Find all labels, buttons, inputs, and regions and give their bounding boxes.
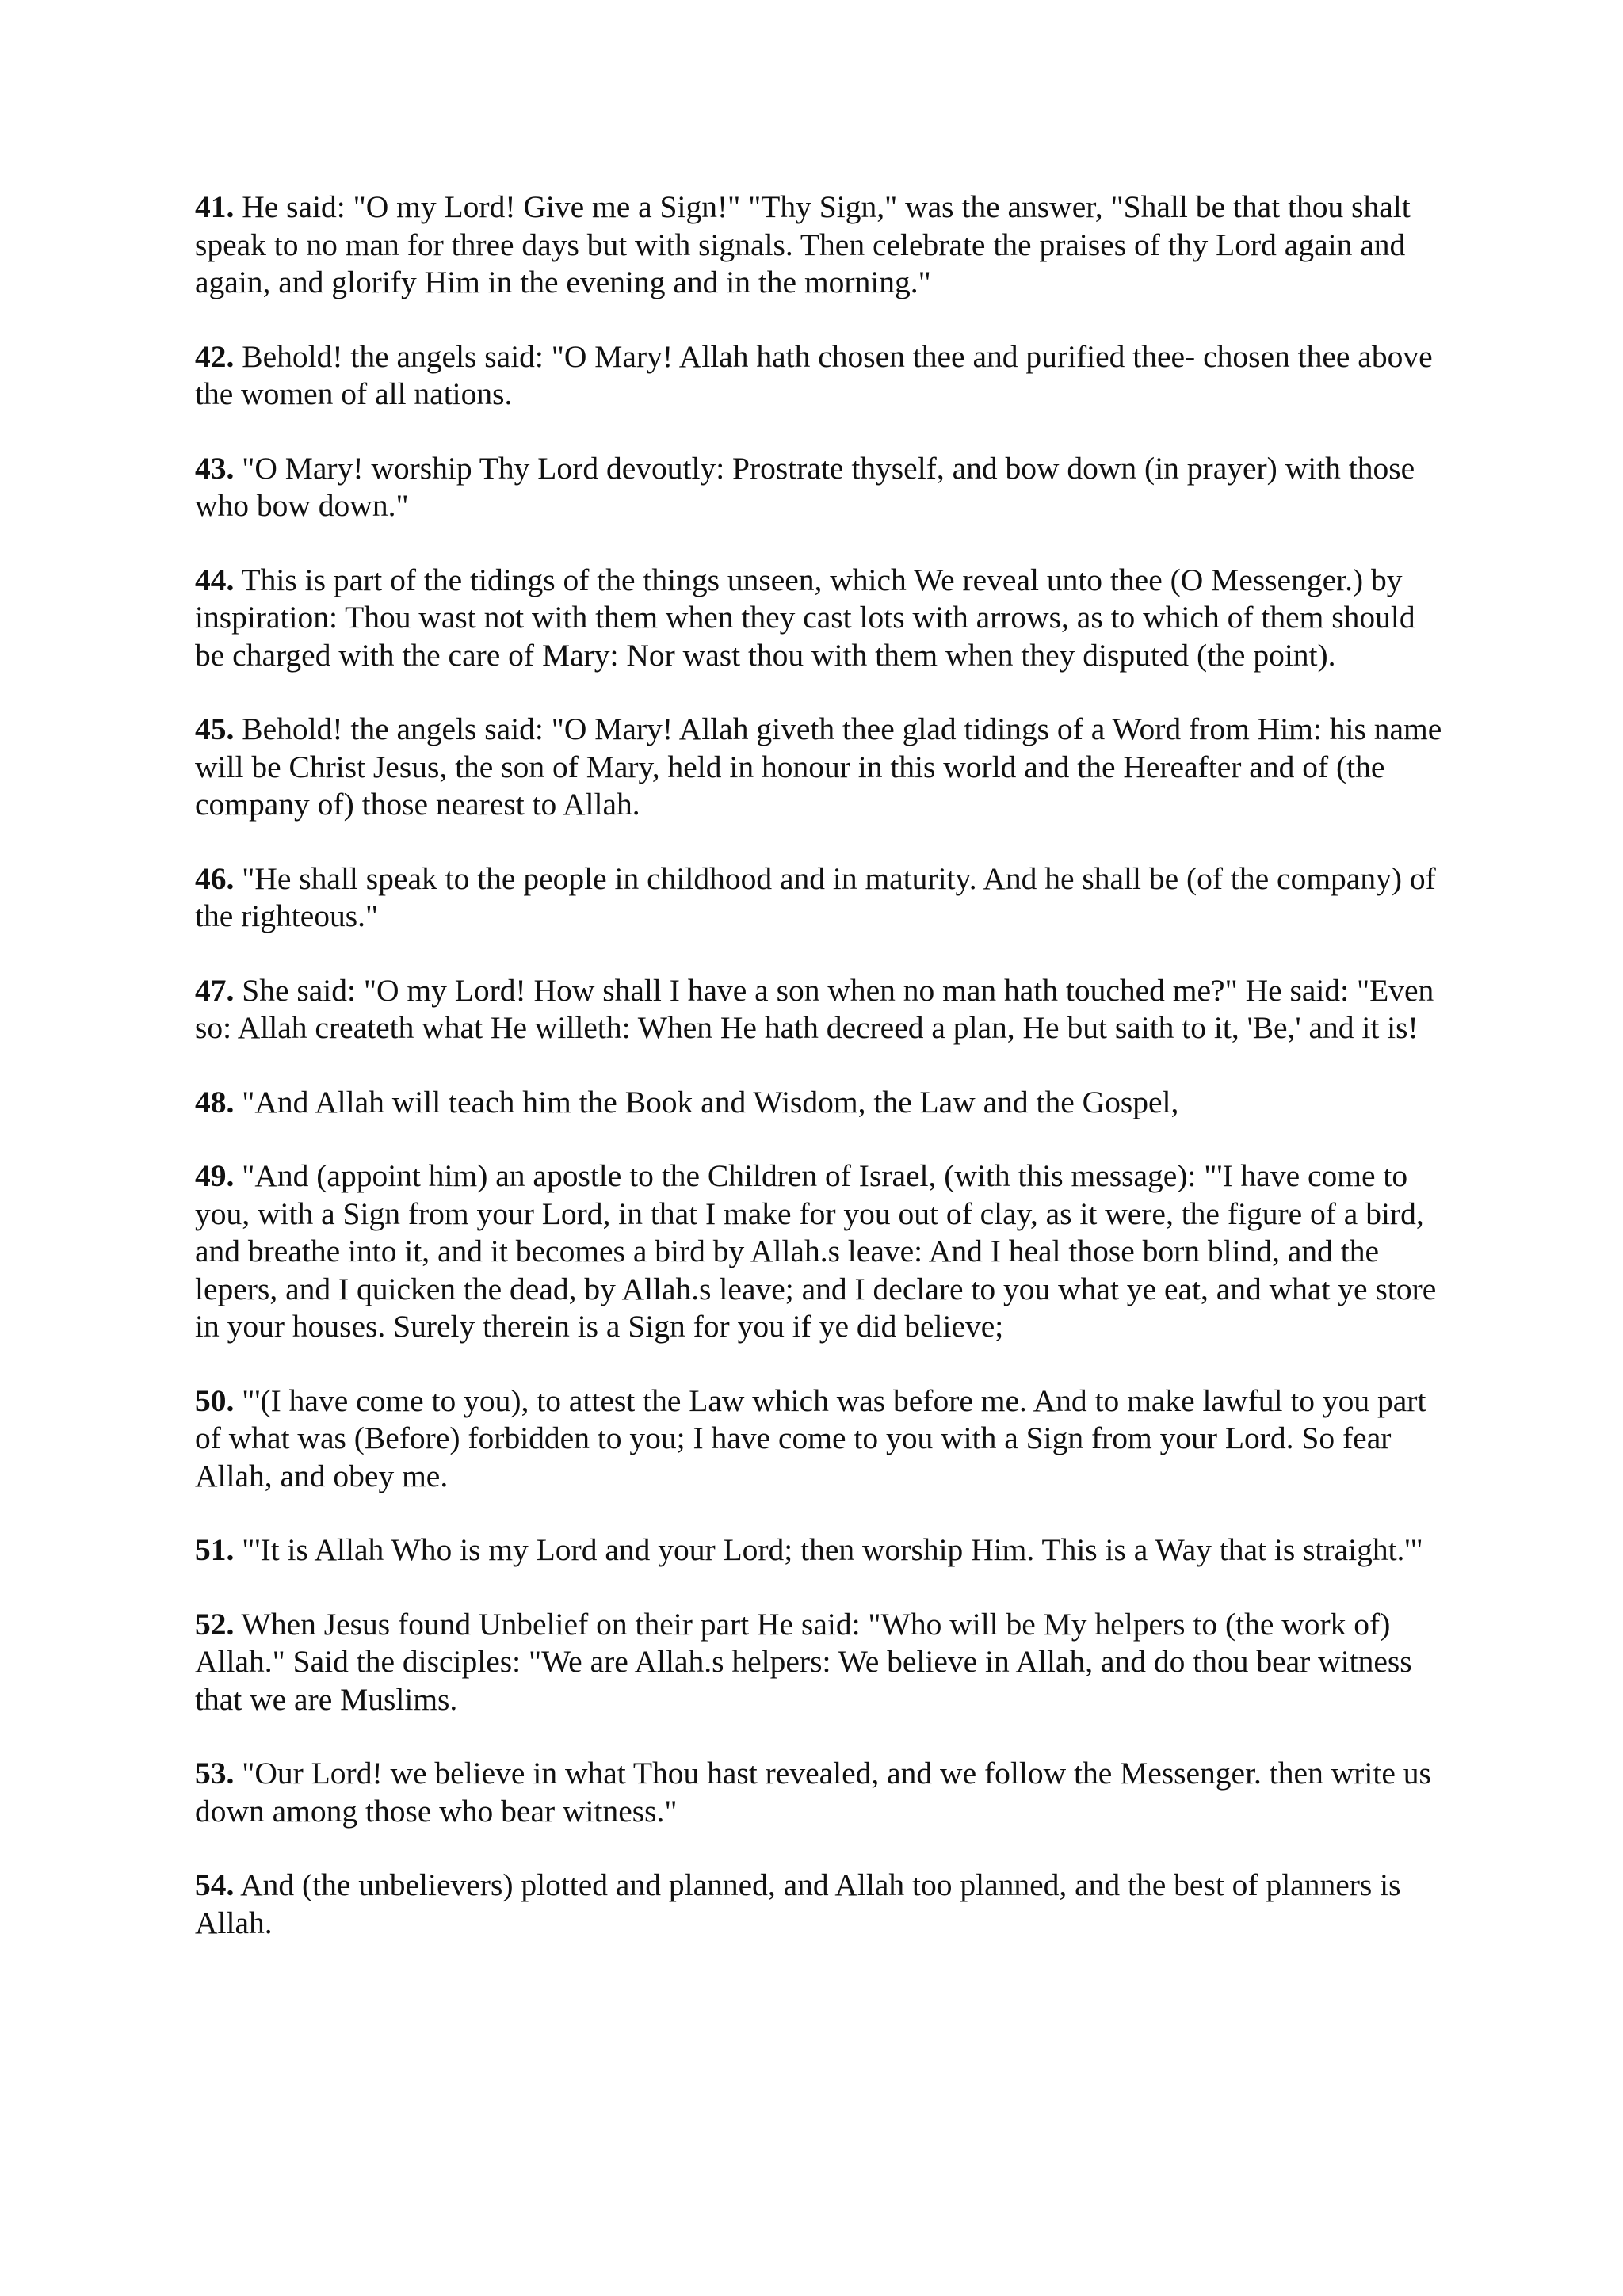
- verse-42: [195, 338, 1447, 414]
- verse-text: "And Allah will teach him the Book and Wisdom, the Law and the Gospel,: [234, 1084, 1179, 1119]
- verse-text: "O Mary! worship Thy Lord devoutly: Prostrate thyself, and bow down (in prayer) with those who bow down.": [195, 450, 1415, 523]
- verse-number: 49.: [195, 1158, 235, 1193]
- verse-number: 41.: [195, 189, 235, 224]
- verse-number: 48.: [195, 1084, 235, 1119]
- verse-text: "Our Lord! we believe in what Thou hast revealed, and we follow the Messenger. then write us down among those who bear witness.": [195, 1756, 1431, 1829]
- verse-43: [195, 450, 1447, 525]
- verse-text: He said: "O my Lord! Give me a Sign!" "Thy Sign," was the answer, "Shall be that thou shalt speak to no man for three days but with signals. Then celebrate the praises of thy Lord again and again, and glorify Him in the evening and in the morning.": [195, 189, 1411, 299]
- verse-47: [195, 972, 1447, 1047]
- verse-number: 51.: [195, 1532, 235, 1567]
- verse-54: [195, 1867, 1447, 1942]
- verse-number: 44.: [195, 562, 235, 597]
- verse-text: Behold! the angels said: "O Mary! Allah giveth thee glad tidings of a Word from Him: his name will be Christ Jesus, the son of Mary, held in honour in this world and the Hereafter and of (the company of) those nearest to Allah.: [195, 711, 1442, 822]
- verse-text: She said: "O my Lord! How shall I have a son when no man hath touched me?" He said: "Even so: Allah createth what He willeth: When He hath decreed a plan, He but saith to it, 'Be,' and it is!: [195, 972, 1434, 1045]
- verse-number: 46.: [195, 860, 235, 896]
- verse-52: [195, 1606, 1447, 1719]
- verse-text: "He shall speak to the people in childhood and in maturity. And he shall be (of the company) of the righteous.": [195, 860, 1436, 933]
- verse-text: And (the unbelievers) plotted and planned, and Allah too planned, and the best of planners is Allah.: [195, 1867, 1401, 1940]
- verse-49: [195, 1158, 1447, 1346]
- verse-text: This is part of the tidings of the things unseen, which We reveal unto thee (O Messenger.) by inspiration: Thou wast not with them when they cast lots with arrows, as to which of them should be charged with the care of Mary: Nor wast thou with them when they disputed (the point).: [195, 562, 1415, 673]
- document-page: [195, 189, 1447, 1978]
- verse-50: [195, 1383, 1447, 1496]
- verse-46: [195, 860, 1447, 936]
- verse-41: [195, 189, 1447, 302]
- verse-44: [195, 562, 1447, 675]
- verse-48: [195, 1084, 1447, 1122]
- verse-number: 43.: [195, 450, 235, 486]
- verse-number: 53.: [195, 1756, 235, 1791]
- verse-text: When Jesus found Unbelief on their part He said: "Who will be My helpers to (the work of) Allah." Said the disciples: "We are Allah.s helpers: We believe in Allah, and do thou bear witness that we are Muslims.: [195, 1606, 1412, 1717]
- verse-text: "'(I have come to you), to attest the Law which was before me. And to make lawful to you part of what was (Before) forbidden to you; I have come to you with a Sign from your Lord. So fear Allah, and obey me.: [195, 1383, 1426, 1493]
- verse-text: "And (appoint him) an apostle to the Children of Israel, (with this message): "'I have come to you, with a Sign from your Lord, in that I make for you out of clay, as it were, the figure of a bird, and breathe into it, and it becomes a bird by Allah.s leave: And I heal those born blind, and the lepers, and I quicken the dead, by Allah.s leave; and I declare to you what ye eat, and what ye store in your houses. Surely therein is a Sign for you if ye did believe;: [195, 1158, 1437, 1344]
- verse-number: 52.: [195, 1606, 235, 1642]
- verse-53: [195, 1755, 1447, 1830]
- verse-number: 50.: [195, 1383, 235, 1418]
- verse-number: 47.: [195, 972, 235, 1008]
- verse-text: Behold! the angels said: "O Mary! Allah hath chosen thee and purified thee- chosen thee above the women of all nations.: [195, 338, 1433, 411]
- verse-45: [195, 711, 1447, 824]
- verse-number: 54.: [195, 1867, 235, 1902]
- verse-number: 42.: [195, 338, 235, 374]
- verse-number: 45.: [195, 711, 235, 746]
- verse-51: [195, 1531, 1447, 1569]
- verse-text: "'It is Allah Who is my Lord and your Lord; then worship Him. This is a Way that is straight.'": [234, 1532, 1423, 1567]
